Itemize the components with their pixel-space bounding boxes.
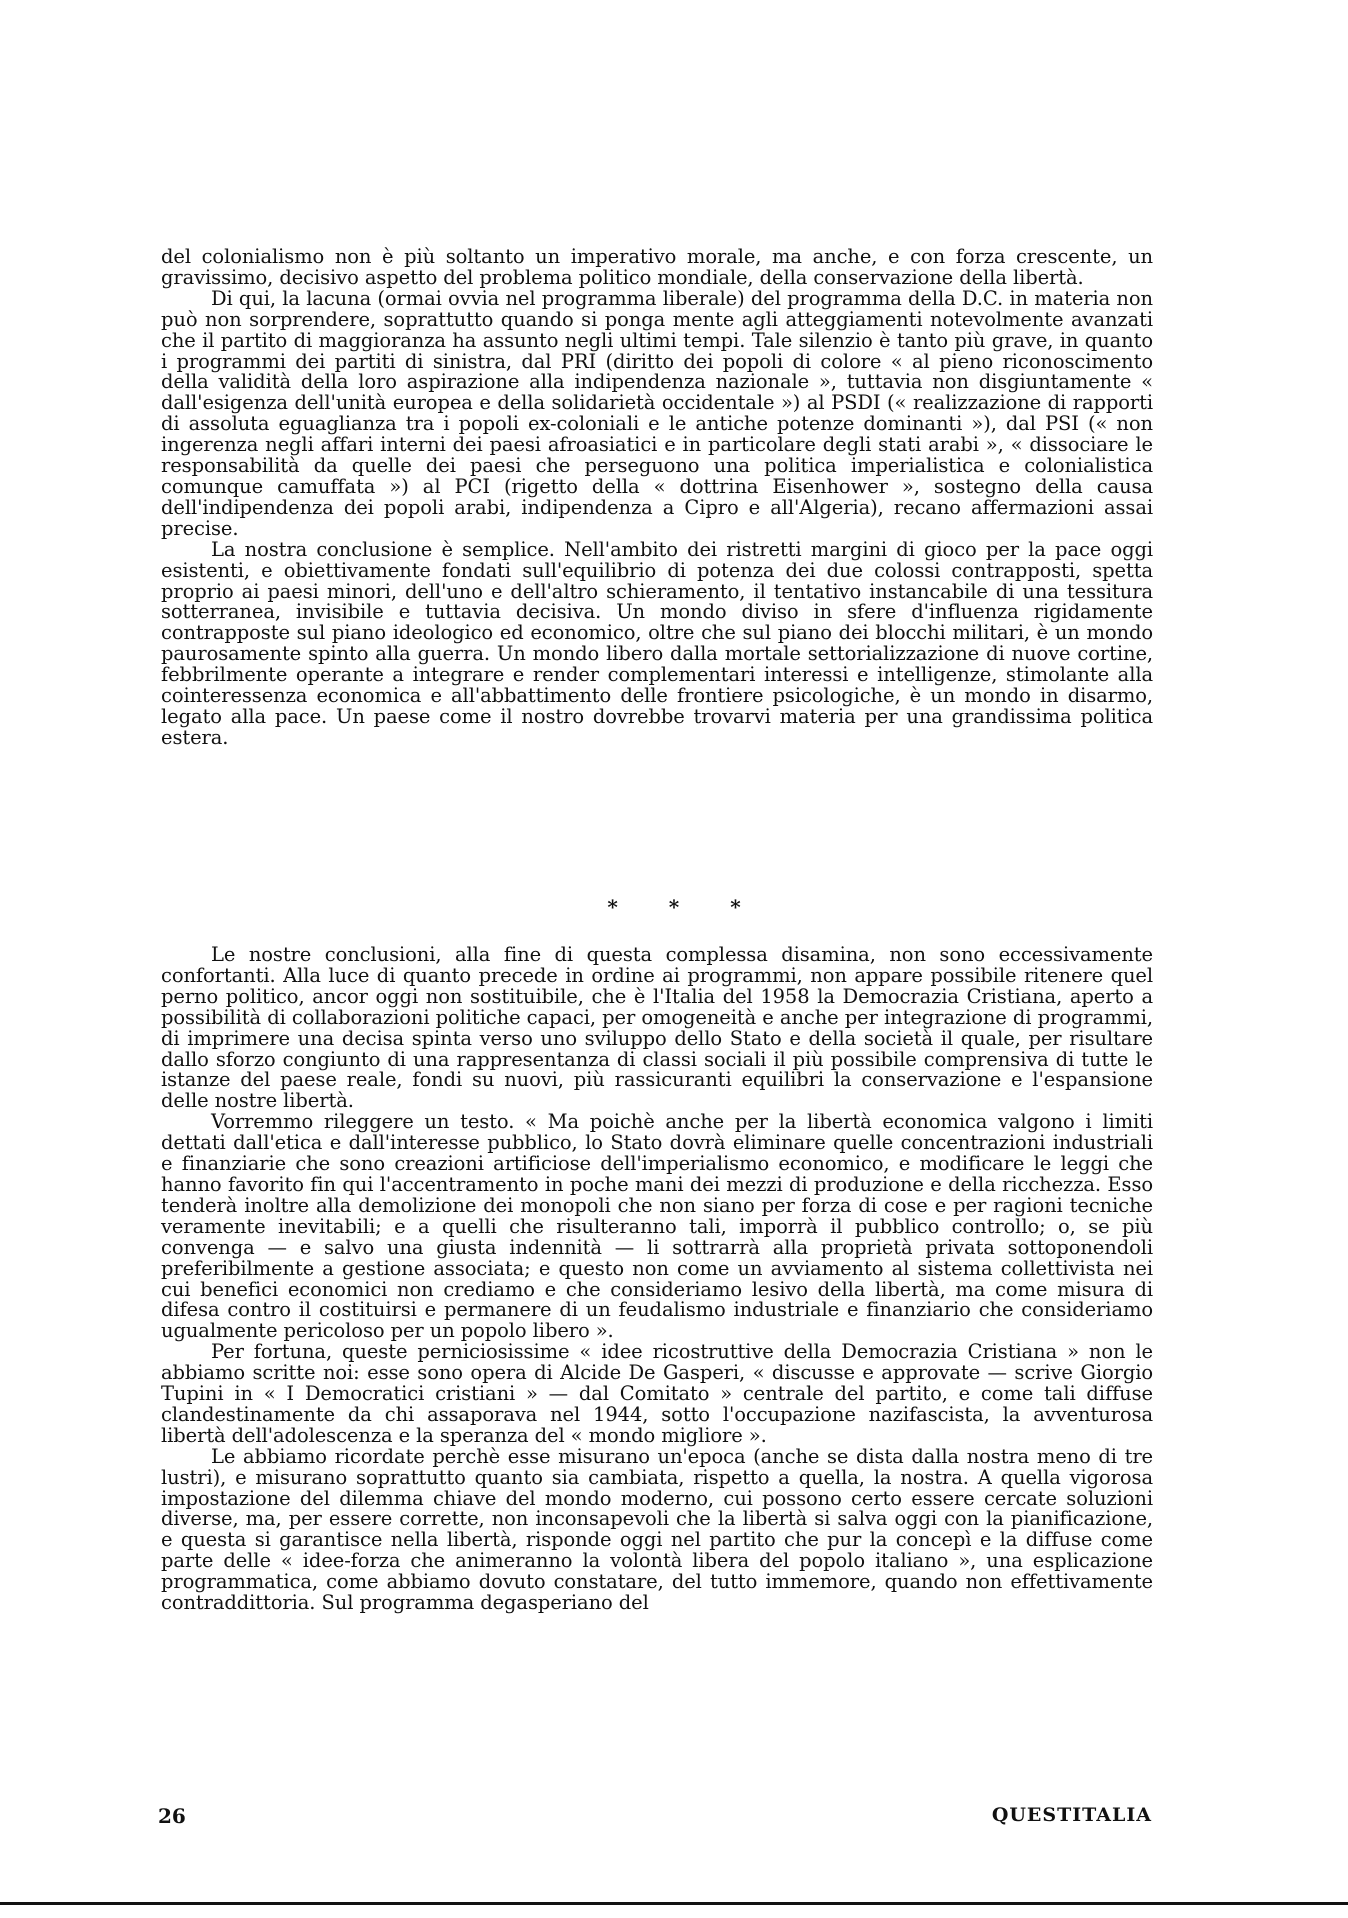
paragraph: Le nostre conclusioni, alla fine di questa complessa disamina, non sono eccessivamente confortanti. Alla luce di quanto precede in ordine ai programmi, non appare possibile ritenere quel perno politico, ancor oggi non sostituibile, che è l'Italia del 1958 la Democrazia Cristiana, aperto a possibilità di collaborazioni politiche capaci, per omogeneità e anche per integrazione di programmi, di imprimere una decisa spinta verso uno sviluppo dello Stato e della società il quale, per risultare dallo sforzo congiunto di una rappresentanza di classi sociali il più possibile comprensiva di tutte le istanze del paese reale, fondi su nuovi, più rassicuranti equilibri la conservazione e l'espansione delle nostre libertà. [161, 943, 1153, 1113]
page-number: 26 [158, 1804, 186, 1828]
paragraph: Le abbiamo ricordate perchè esse misurano un'epoca (anche se dista dalla nostra meno di tre lustri), e misurano soprattutto quanto sia cambiata, rispetto a quella, la nostra. A quella vigorosa impostazione del dilemma chiave del mondo moderno, cui possono certo essere cercate soluzioni diverse, ma, per essere corrette, non inconsapevoli che la libertà si salva oggi con la pianificazione, e questa si garantisce nella libertà, risponde oggi nel partito che pur la concepì e la diffuse come parte delle « idee-forza che animeranno la volontà libera del popolo italiano », una esplicazione programmatica, come abbiamo dovuto constatare, del tutto immemore, quando non effettivamente contraddittoria. Sul programma degasperiano del [161, 1444, 1153, 1615]
scan-edge-line [0, 1902, 1348, 1905]
paragraph: Vorremmo rileggere un testo. « Ma poichè anche per la libertà economica valgono i limiti dettati dall'etica e dall'interesse pubblico, lo Stato dovrà eliminare quelle concentrazioni industriali e finanziarie che sono creazioni artificiose dell'imperialismo economico, e modificare le leggi che hanno favorito fin qui l'accentramento in poche mani dei mezzi di produzione e della ricchezza. Esso tenderà inoltre alla demolizione dei monopoli che non siano per forza di cose e per ragioni tecniche veramente inevitabili; e a quelli che risulteranno tali, imporrà il pubblico controllo; o, se più convenga — e salvo una giusta indennità — li sottrarrà alla proprietà privata sottoponendoli preferibilmente a gestione associata; e questo non come un avviamento al sistema collettivista nei cui benefici economici non crediamo e che consideriamo lesivo della libertà, ma come misura di difesa contro il costituirsi e permanere di un feudalismo industriale e finanziario che consideriamo ugualmente pericoloso per un popolo libero ». [161, 1110, 1153, 1343]
top-text-section [161, 247, 1153, 749]
paragraph: Di qui, la lacuna (ormai ovvia nel programma liberale) del programma della D.C. in materia non può non sorprendere, soprattutto quando si ponga mente agli atteggiamenti notevolmente avanzati che il partito di maggioranza ha assunto negli ultimi tempi. Tale silenzio è tanto più grave, in quanto i programmi dei partiti di sinistra, dal PRI (diritto dei popoli di colore « al pieno riconoscimento della validità della loro aspirazione alla indipendenza nazionale », tuttavia non disgiuntamente « dall'esigenza dell'unità europea e della solidarietà occidentale ») al PSDI (« realizzazione di rapporti di assoluta eguaglianza tra i popoli ex-coloniali e le antiche potenze dominanti »), dal PSI (« non ingerenza negli affari interni dei paesi afroasiatici e in particolare degli stati arabi », « dissociare le responsabilità da quelle dei paesi che perseguono una politica imperialistica e colonialistica comunque camuffata ») al PCI (rigetto della « dottrina Eisenhower », sostegno della causa dell'indipendenza dei popoli arabi, indipendenza a Cipro e all'Algeria), recano affermazioni assai precise. [161, 286, 1153, 540]
paragraph: La nostra conclusione è semplice. Nell'ambito dei ristretti margini di gioco per la pace oggi esistenti, e obiettivamente fondati sull'equilibrio di potenza dei due colossi contrapposti, spetta proprio ai paesi minori, dell'uno e dell'altro schieramento, il tentativo instancabile di una tessitura sotterranea, invisibile e tuttavia decisiva. Un mondo diviso in sfere d'influenza rigidamente contrapposte sul piano ideologico ed economico, oltre che sul piano dei blocchi militari, è un mondo paurosamente spinto alla guerra. Un mondo libero dalla mortale settorializzazione di nuove cortine, febbrilmente operante a integrare e render complementari interessi e intelligenze, stimolante alla cointeressenza economica e all'abbattimento delle frontiere psicologiche, è un mondo in disarmo, legato alla pace. Un paese come il nostro dovrebbe trovarvi materia per una grandissima politica estera. [161, 537, 1153, 749]
journal-title: QUESTITALIA [991, 1804, 1152, 1826]
paragraph: Per fortuna, queste perniciosissime « idee ricostruttive della Democrazia Cristiana » non le abbiamo scritte noi: esse sono opera di Alcide De Gasperi, « discusse e approvate — scrive Giorgio Tupini in « I Democratici cristiani » — dal Comitato » centrale del partito, e come tali diffuse clandestinamente da chi assaporava nel 1944, sotto l'occupazione nazifascista, la avventurosa libertà dell'adolescenza e la speranza del « mondo migliore ». [161, 1340, 1153, 1447]
section-separator: * * * [607, 895, 763, 919]
bottom-text-section [161, 945, 1153, 1614]
paragraph: del colonialismo non è più soltanto un imperativo morale, ma anche, e con forza crescente, un gravissimo, decisivo aspetto del problema politico mondiale, della conservazione della libertà. [161, 245, 1153, 289]
